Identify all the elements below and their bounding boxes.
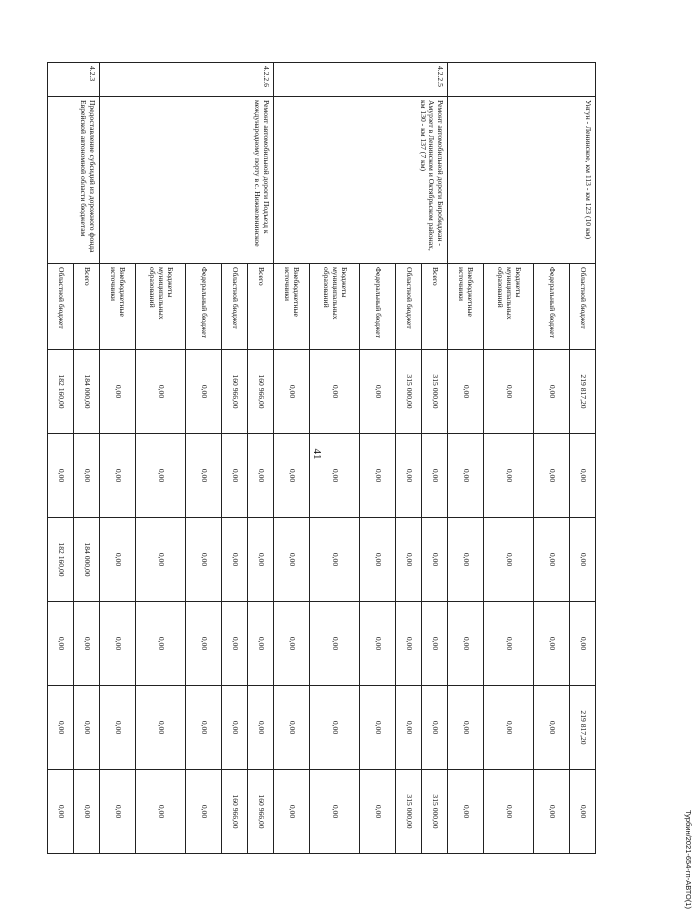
- funding-source: Федеральный бюджет: [534, 264, 570, 350]
- amount-cell: 0,00: [534, 518, 570, 602]
- funding-source: Бюджеты муниципальных образований: [484, 264, 534, 350]
- amount-cell: 0,00: [248, 686, 274, 770]
- amount-cell: 0,00: [448, 770, 484, 854]
- amount-cell: 315 000,00: [396, 770, 422, 854]
- amount-cell: 0,00: [534, 350, 570, 434]
- amount-cell: 0,00: [534, 686, 570, 770]
- amount-cell: 0,00: [100, 686, 136, 770]
- amount-cell: 0,00: [222, 434, 248, 518]
- amount-cell: 0,00: [274, 602, 310, 686]
- amount-cell: 0,00: [534, 434, 570, 518]
- amount-cell: 0,00: [74, 602, 100, 686]
- funding-source: Внебюджетные источники: [100, 264, 136, 350]
- amount-cell: 184 000,00: [74, 350, 100, 434]
- funding-source: Всего: [248, 264, 274, 350]
- funding-source: Областной бюджет: [48, 264, 74, 350]
- amount-cell: 0,00: [274, 350, 310, 434]
- amount-cell: 0,00: [248, 434, 274, 518]
- funding-source: Областной бюджет: [570, 264, 596, 350]
- item-code: [448, 63, 596, 97]
- funding-source: Бюджеты муниципальных образований: [136, 264, 186, 350]
- amount-cell: 0,00: [360, 350, 396, 434]
- amount-cell: 182 160,00: [48, 518, 74, 602]
- amount-cell: 0,00: [484, 350, 534, 434]
- amount-cell: 0,00: [48, 602, 74, 686]
- amount-cell: 0,00: [74, 434, 100, 518]
- amount-cell: 0,00: [422, 686, 448, 770]
- amount-cell: 0,00: [570, 434, 596, 518]
- item-code: 4.2.3: [48, 63, 100, 97]
- amount-cell: 0,00: [222, 518, 248, 602]
- amount-cell: 0,00: [248, 602, 274, 686]
- amount-cell: 315 000,00: [396, 350, 422, 434]
- amount-cell: 0,00: [422, 602, 448, 686]
- amount-cell: 0,00: [222, 602, 248, 686]
- amount-cell: 0,00: [448, 350, 484, 434]
- amount-cell: 0,00: [310, 602, 360, 686]
- amount-cell: 0,00: [396, 434, 422, 518]
- amount-cell: 0,00: [48, 434, 74, 518]
- amount-cell: 0,00: [136, 602, 186, 686]
- item-code: 4.2.2.6: [100, 63, 274, 97]
- amount-cell: 0,00: [360, 602, 396, 686]
- amount-cell: 0,00: [310, 350, 360, 434]
- amount-cell: 0,00: [422, 434, 448, 518]
- amount-cell: 0,00: [186, 686, 222, 770]
- budget-table-body: [48, 63, 596, 854]
- table-row: [248, 63, 274, 854]
- amount-cell: 315 000,00: [422, 350, 448, 434]
- amount-cell: 0,00: [360, 686, 396, 770]
- amount-cell: 0,00: [100, 518, 136, 602]
- amount-cell: 0,00: [310, 770, 360, 854]
- amount-cell: 184 000,00: [74, 518, 100, 602]
- amount-cell: 0,00: [136, 434, 186, 518]
- amount-cell: 0,00: [136, 770, 186, 854]
- amount-cell: 0,00: [360, 770, 396, 854]
- document-code: Турбин/2021-654-гп-АВТО(1): [684, 810, 693, 909]
- amount-cell: 0,00: [310, 686, 360, 770]
- funding-source: Внебюджетные источники: [448, 264, 484, 350]
- amount-cell: 0,00: [136, 350, 186, 434]
- amount-cell: 0,00: [186, 770, 222, 854]
- amount-cell: 0,00: [570, 602, 596, 686]
- item-name: Ремонт автомобильной дороги Биробиджан - Амурзет в Ленинском и Октябрьском районах, км 130 - км 137 (7 км): [274, 97, 448, 264]
- funding-source: Областной бюджет: [222, 264, 248, 350]
- amount-cell: 0,00: [274, 686, 310, 770]
- amount-cell: 0,00: [74, 770, 100, 854]
- amount-cell: 0,00: [274, 770, 310, 854]
- amount-cell: 0,00: [484, 518, 534, 602]
- amount-cell: 0,00: [484, 770, 534, 854]
- amount-cell: 0,00: [534, 602, 570, 686]
- amount-cell: 0,00: [310, 518, 360, 602]
- amount-cell: 0,00: [448, 434, 484, 518]
- amount-cell: 0,00: [48, 686, 74, 770]
- funding-source: Всего: [422, 264, 448, 350]
- amount-cell: 0,00: [74, 686, 100, 770]
- amount-cell: 0,00: [396, 518, 422, 602]
- amount-cell: 0,00: [360, 518, 396, 602]
- amount-cell: 0,00: [100, 602, 136, 686]
- rotated-table-wrapper: [56, 62, 596, 853]
- amount-cell: 0,00: [100, 434, 136, 518]
- budget-table: [47, 62, 596, 854]
- amount-cell: 0,00: [396, 686, 422, 770]
- amount-cell: 0,00: [570, 518, 596, 602]
- amount-cell: 0,00: [484, 434, 534, 518]
- amount-cell: 0,00: [422, 518, 448, 602]
- table-row: [422, 63, 448, 854]
- amount-cell: 160 966,00: [222, 770, 248, 854]
- amount-cell: 0,00: [248, 518, 274, 602]
- amount-cell: 0,00: [222, 686, 248, 770]
- amount-cell: 0,00: [186, 518, 222, 602]
- amount-cell: 219 817,20: [570, 686, 596, 770]
- amount-cell: 160 966,00: [248, 350, 274, 434]
- amount-cell: 160 966,00: [248, 770, 274, 854]
- amount-cell: 0,00: [484, 602, 534, 686]
- funding-source: Областной бюджет: [396, 264, 422, 350]
- page-number: 41: [311, 448, 323, 460]
- funding-source: Бюджеты муниципальных образований: [310, 264, 360, 350]
- amount-cell: 0,00: [136, 686, 186, 770]
- amount-cell: 0,00: [396, 602, 422, 686]
- amount-cell: 315 000,00: [422, 770, 448, 854]
- amount-cell: 0,00: [48, 770, 74, 854]
- table-row: [570, 63, 596, 854]
- amount-cell: 0,00: [186, 434, 222, 518]
- funding-source: Внебюджетные источники: [274, 264, 310, 350]
- funding-source: Всего: [74, 264, 100, 350]
- item-code: 4.2.2.5: [274, 63, 448, 97]
- table-row: [74, 63, 100, 854]
- amount-cell: 0,00: [360, 434, 396, 518]
- amount-cell: 0,00: [484, 686, 534, 770]
- item-name: Ремонт автомобильной дороги Подъезд к международному порту в с. Нижнеленинское: [100, 97, 274, 264]
- item-name: Унгун - Ленинское, км 113 - км 123 (10 км): [448, 97, 596, 264]
- amount-cell: 219 817,20: [570, 350, 596, 434]
- amount-cell: 0,00: [274, 434, 310, 518]
- amount-cell: 0,00: [448, 602, 484, 686]
- amount-cell: 0,00: [448, 518, 484, 602]
- document-footer: [610, 80, 693, 909]
- amount-cell: 0,00: [274, 518, 310, 602]
- amount-cell: 0,00: [136, 518, 186, 602]
- amount-cell: 0,00: [100, 770, 136, 854]
- amount-cell: 0,00: [570, 770, 596, 854]
- funding-source: Федеральный бюджет: [186, 264, 222, 350]
- funding-source: Федеральный бюджет: [360, 264, 396, 350]
- item-name: Предоставление субсидий из дорожного фонда Еврейской автономной области бюджетам: [48, 97, 100, 264]
- amount-cell: 182 160,00: [48, 350, 74, 434]
- amount-cell: 0,00: [534, 770, 570, 854]
- amount-cell: 0,00: [448, 686, 484, 770]
- amount-cell: 0,00: [186, 602, 222, 686]
- amount-cell: 0,00: [186, 350, 222, 434]
- amount-cell: 0,00: [100, 350, 136, 434]
- amount-cell: 0,00: [310, 434, 360, 518]
- amount-cell: 160 966,00: [222, 350, 248, 434]
